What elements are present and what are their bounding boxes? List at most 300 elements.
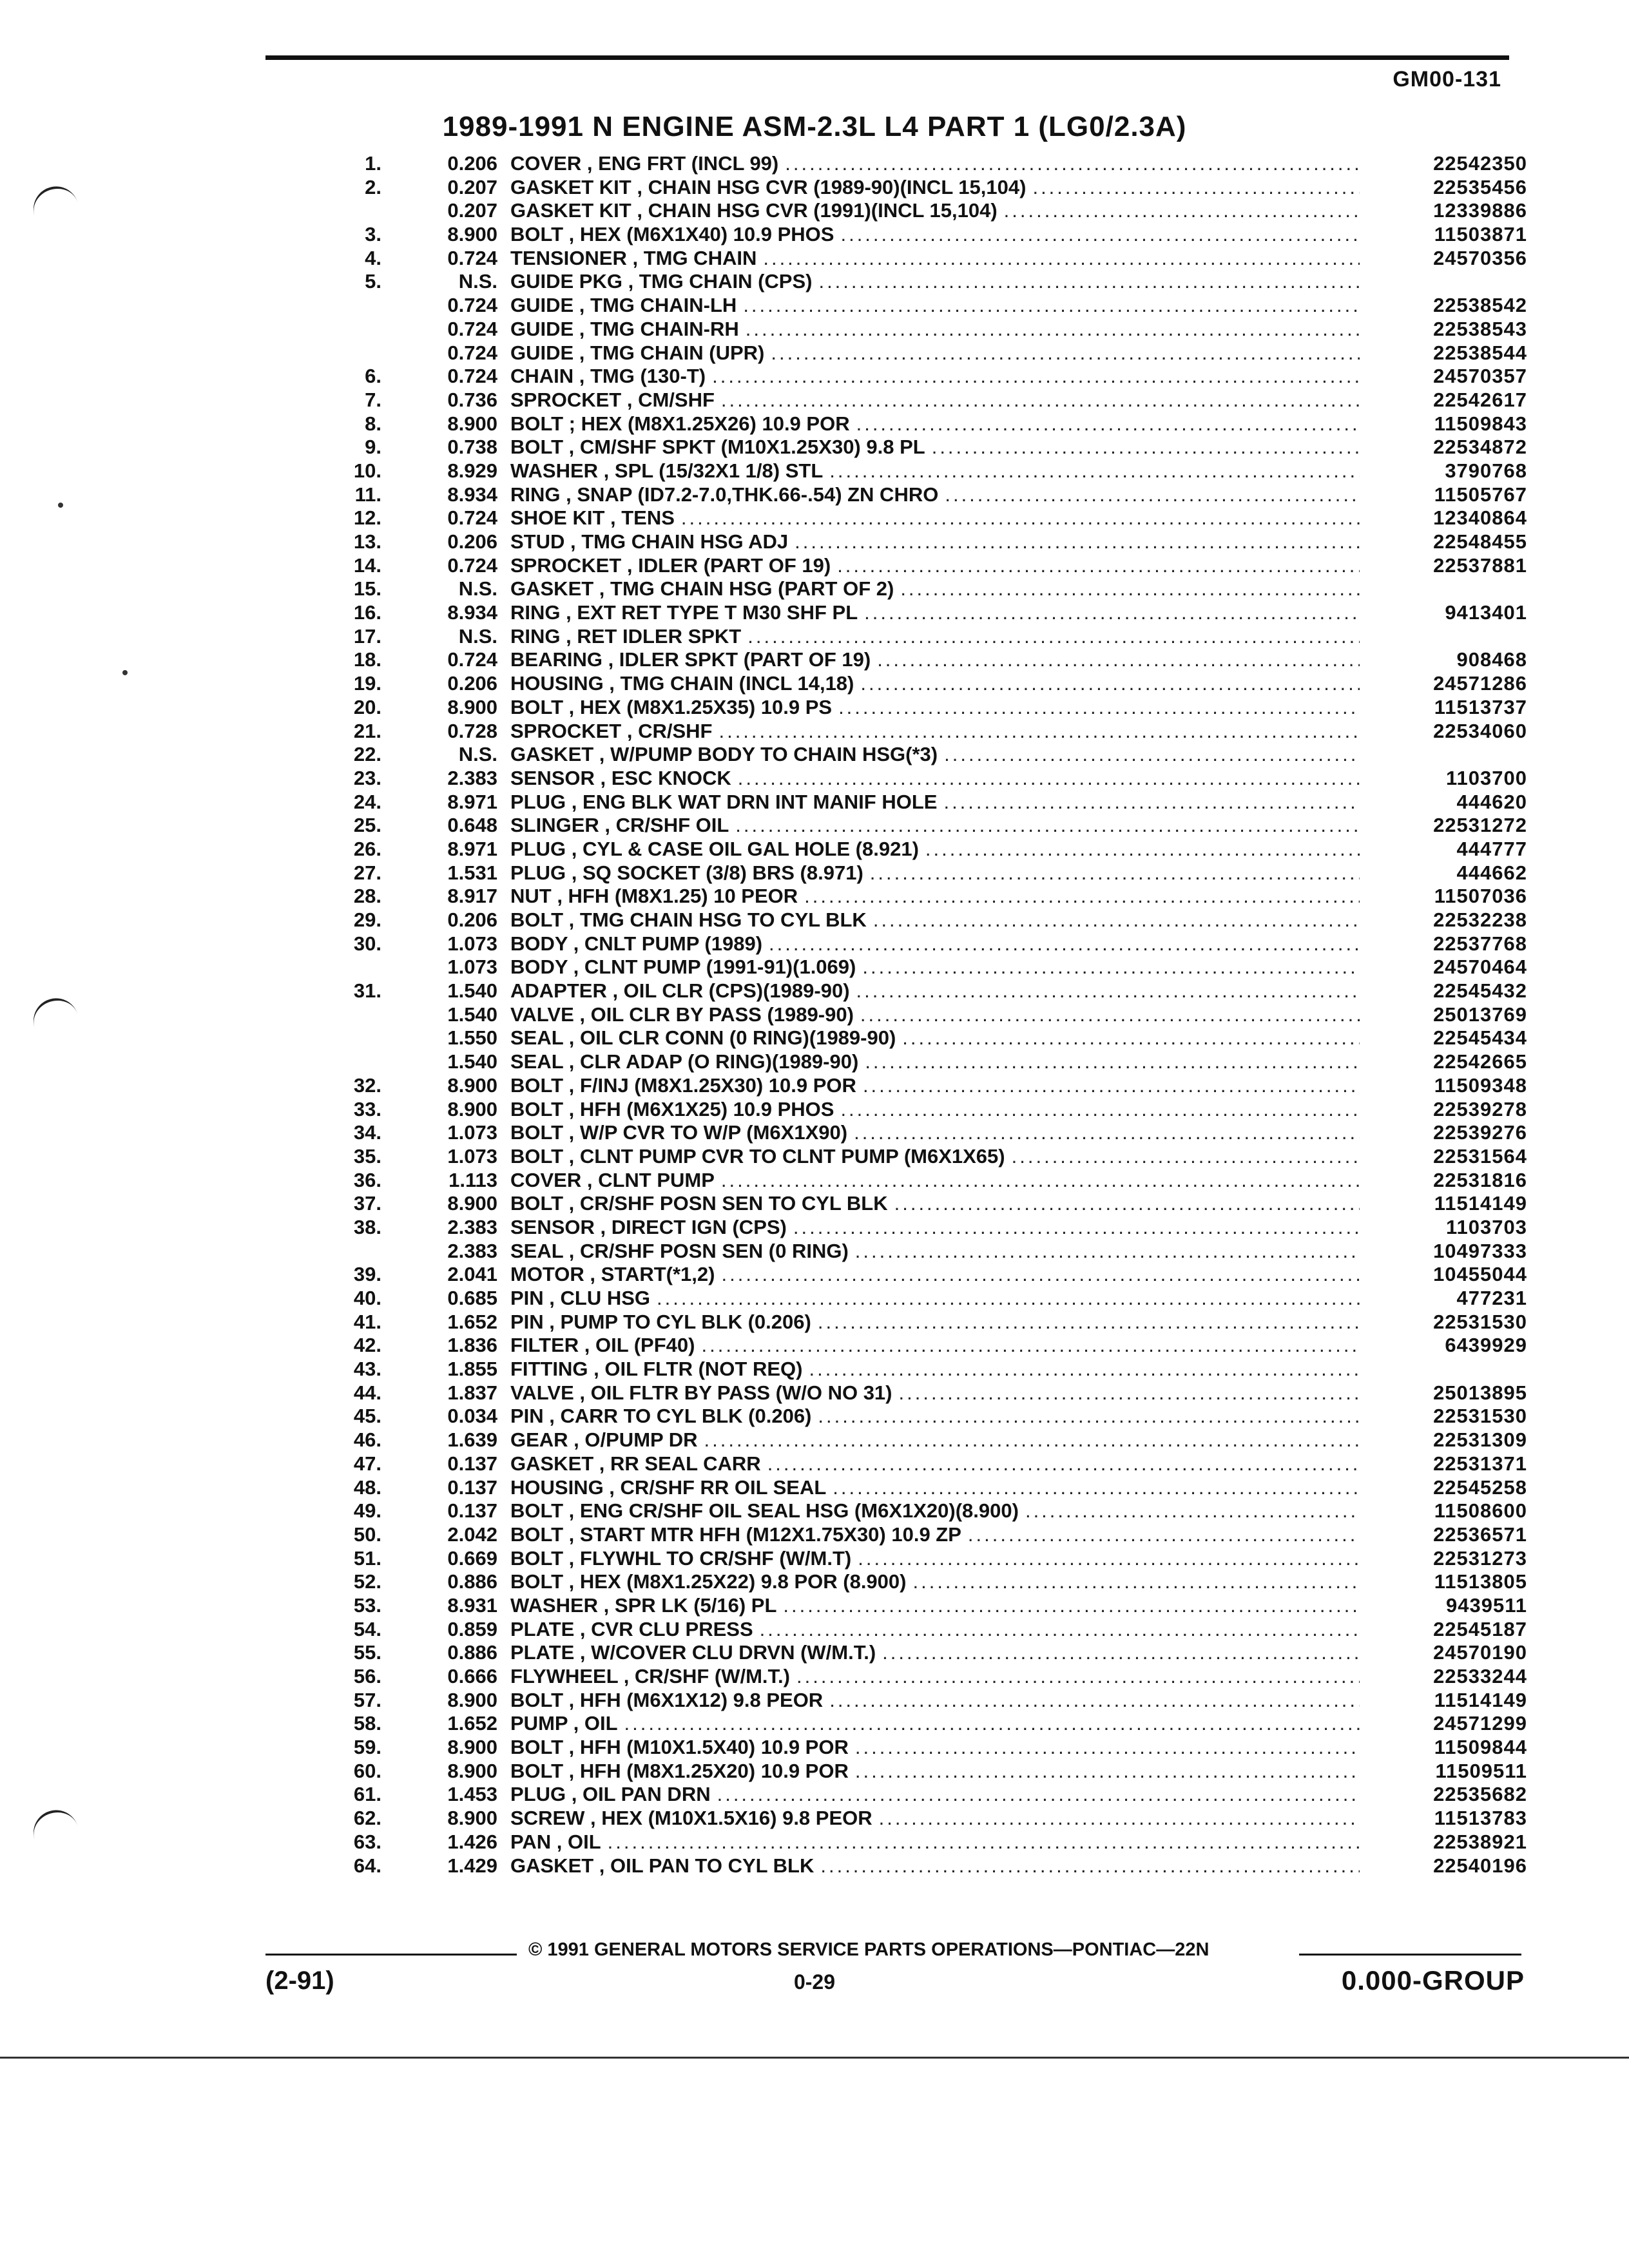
item-number: 47. (353, 1452, 381, 1475)
leader-dots (847, 1121, 1360, 1145)
leader-dots (715, 1169, 1360, 1193)
item-number: 26. (353, 837, 381, 860)
group-number: 2.383 (447, 1239, 497, 1262)
item-number: 17. (353, 624, 381, 648)
part-description: BOLT , W/P CVR TO W/P (M6X1X90) (510, 1121, 848, 1144)
part-description: PLUG , SQ SOCKET (3/8) BRS (8.971) (510, 861, 863, 884)
group-number: 8.900 (447, 223, 497, 246)
description-cell (510, 294, 1360, 318)
part-number: 11513805 (1434, 1570, 1527, 1593)
leader-dots (787, 1216, 1360, 1240)
item-number: 46. (353, 1428, 381, 1452)
description-cell (510, 1476, 1360, 1500)
description-cell (510, 1760, 1360, 1783)
table-row (342, 1854, 1527, 1878)
group-number: 0.206 (447, 152, 497, 175)
group-number: 0.207 (447, 199, 497, 222)
leader-dots (812, 270, 1360, 294)
leader-dots (761, 1452, 1360, 1476)
item-number: 64. (353, 1854, 381, 1877)
description-cell (510, 1216, 1360, 1240)
part-number: 11505767 (1434, 483, 1527, 506)
table-row (342, 1641, 1527, 1665)
part-number: 24570464 (1433, 956, 1527, 979)
group-number: N.S. (458, 624, 497, 648)
group-number: 0.207 (447, 175, 497, 198)
table-row (342, 1499, 1527, 1523)
group-number: 8.900 (447, 1192, 497, 1215)
table-row (342, 1074, 1527, 1098)
part-number: 10455044 (1433, 1263, 1527, 1286)
description-cell (510, 1428, 1360, 1452)
table-row (342, 814, 1527, 838)
leader-dots (1026, 176, 1360, 200)
part-number: 1103700 (1446, 766, 1527, 789)
part-description: SCREW , HEX (M10X1.5X16) 9.8 PEOR (510, 1807, 872, 1830)
part-number: 12340864 (1433, 506, 1527, 530)
item-number: 28. (353, 885, 381, 908)
part-description: PLUG , CYL & CASE OIL GAL HOLE (8.921) (510, 837, 919, 860)
description-cell (510, 1287, 1360, 1311)
table-row (342, 554, 1527, 578)
group-number: 1.639 (447, 1428, 497, 1452)
description-cell (510, 601, 1360, 625)
part-description: BOLT , HFH (M10X1.5X40) 10.9 POR (510, 1736, 849, 1759)
leader-dots (854, 672, 1360, 696)
part-number: 11514149 (1434, 1192, 1527, 1215)
description-cell (510, 791, 1360, 814)
part-description: BOLT , CR/SHF POSN SEN TO CYL BLK (510, 1192, 888, 1215)
group-number: 1.531 (447, 861, 497, 884)
part-number: 9413401 (1445, 601, 1527, 624)
leader-dots (737, 294, 1360, 318)
part-number: 22531530 (1433, 1310, 1527, 1333)
item-number: 20. (353, 695, 381, 718)
part-description: BOLT , START MTR HFH (M12X1.75X30) 10.9 ZP (510, 1523, 961, 1546)
description-cell (510, 506, 1360, 530)
part-description: FITTING , OIL FLTR (NOT REQ) (510, 1358, 803, 1381)
leader-dots (850, 412, 1360, 436)
group-number: 8.900 (447, 1073, 497, 1097)
leader-dots (762, 932, 1360, 956)
group-number: 1.836 (447, 1334, 497, 1357)
leader-dots (858, 601, 1360, 625)
leader-dots (871, 648, 1360, 672)
table-row (342, 318, 1527, 341)
group-number: 0.859 (447, 1617, 497, 1640)
group-number: 0.724 (447, 365, 497, 388)
group-number: 8.900 (447, 1688, 497, 1711)
group-number: 0.666 (447, 1665, 497, 1687)
part-number: 22536571 (1433, 1523, 1527, 1546)
description-cell (510, 979, 1360, 1003)
leader-dots (863, 861, 1360, 885)
group-number: 2.042 (447, 1523, 497, 1546)
part-description: BOLT , ENG CR/SHF OIL SEAL HSG (M6X1X20)(8.900) (510, 1499, 1019, 1523)
table-row (342, 1263, 1527, 1287)
group-number: 0.724 (447, 506, 497, 530)
table-row (342, 1121, 1527, 1145)
description-cell (510, 743, 1360, 767)
item-number: 55. (353, 1641, 381, 1664)
table-row (342, 743, 1527, 767)
item-number: 23. (353, 766, 381, 789)
footer-rule-right (1299, 1954, 1521, 1956)
table-row (342, 1405, 1527, 1428)
item-number: 27. (353, 861, 381, 884)
group-number: 0.738 (447, 436, 497, 459)
group-number: 0.736 (447, 388, 497, 411)
description-cell (510, 1098, 1360, 1122)
leader-dots (814, 1854, 1360, 1878)
part-number: 24570190 (1433, 1641, 1527, 1664)
leader-dots (823, 459, 1360, 483)
document-id: GM00-131 (1393, 67, 1501, 91)
table-row (342, 577, 1527, 601)
leader-dots (938, 743, 1360, 767)
item-number: 60. (353, 1759, 381, 1782)
part-number: 22531371 (1433, 1452, 1527, 1475)
leader-dots (858, 1050, 1360, 1074)
part-number: 11509844 (1434, 1736, 1527, 1759)
leader-dots (896, 1026, 1360, 1050)
group-number: 0.724 (447, 341, 497, 364)
item-number: 38. (353, 1215, 381, 1238)
table-row (342, 979, 1527, 1003)
item-number: 13. (353, 530, 381, 553)
description-cell (510, 483, 1360, 507)
group-number: 1.073 (447, 1121, 497, 1144)
description-cell (510, 648, 1360, 672)
leader-dots (798, 885, 1360, 908)
group-number: 8.900 (447, 412, 497, 435)
group-number: 1.073 (447, 956, 497, 979)
part-description: SPROCKET , CM/SHF (510, 388, 715, 411)
part-number: 22548455 (1433, 530, 1527, 553)
part-description: BOLT , FLYWHL TO CR/SHF (W/M.T) (510, 1546, 852, 1570)
item-number: 45. (353, 1405, 381, 1428)
table-row (342, 365, 1527, 389)
part-description: GUIDE , TMG CHAIN (UPR) (510, 341, 765, 364)
description-cell (510, 1358, 1360, 1381)
part-description: HOUSING , TMG CHAIN (INCL 14,18) (510, 672, 854, 695)
part-description: GASKET , W/PUMP BODY TO CHAIN HSG(*3) (510, 743, 938, 766)
item-number: 50. (353, 1523, 381, 1546)
table-row (342, 956, 1527, 979)
description-cell (510, 1594, 1360, 1618)
group-number: 0.724 (447, 553, 497, 577)
description-cell (510, 1854, 1360, 1878)
part-number: 11507036 (1434, 885, 1527, 908)
part-description: SEAL , OIL CLR CONN (0 RING)(1989-90) (510, 1026, 896, 1050)
leader-dots (834, 223, 1360, 247)
group-number: 0.724 (447, 246, 497, 269)
table-row (342, 1026, 1527, 1050)
table-row (342, 1807, 1527, 1831)
leader-dots (729, 814, 1360, 838)
table-row (342, 436, 1527, 459)
group-number: 1.540 (447, 979, 497, 1003)
group-number: 0.206 (447, 908, 497, 931)
group-number: 1.073 (447, 932, 497, 955)
group-number: 1.429 (447, 1854, 497, 1877)
table-row (342, 1523, 1527, 1547)
description-cell (510, 199, 1360, 223)
leader-dots (826, 1476, 1360, 1500)
description-cell (510, 696, 1360, 720)
part-description: FILTER , OIL (PF40) (510, 1334, 695, 1357)
part-number: 6439929 (1445, 1334, 1527, 1357)
group-number: 0.669 (447, 1546, 497, 1570)
description-cell (510, 1547, 1360, 1571)
description-cell (510, 625, 1360, 649)
leader-dots (823, 1689, 1360, 1713)
part-number: 11514149 (1434, 1688, 1527, 1711)
part-number: 22542665 (1433, 1050, 1527, 1073)
item-number: 16. (353, 601, 381, 624)
item-number: 33. (353, 1097, 381, 1120)
leader-dots (937, 791, 1360, 814)
part-number: 11509843 (1434, 412, 1527, 435)
leader-dots (849, 1760, 1360, 1783)
leader-dots (764, 341, 1360, 365)
part-description: PIN , PUMP TO CYL BLK (0.206) (510, 1310, 811, 1333)
description-cell (510, 436, 1360, 459)
description-cell (510, 1381, 1360, 1405)
leader-dots (741, 625, 1360, 649)
item-number: 3. (365, 223, 381, 246)
leader-dots (778, 152, 1360, 176)
part-description: WASHER , SPL (15/32X1 1/8) STL (510, 459, 824, 482)
description-cell (510, 1689, 1360, 1713)
part-number: 22545432 (1433, 979, 1527, 1003)
part-number: 22542350 (1433, 152, 1527, 175)
leader-dots (867, 908, 1360, 932)
table-row (342, 1216, 1527, 1240)
group-number: 0.724 (447, 648, 497, 671)
group-number: 8.931 (447, 1593, 497, 1617)
part-number: 10497333 (1433, 1239, 1527, 1262)
table-row (342, 861, 1527, 885)
part-description: CHAIN , TMG (130-T) (510, 365, 706, 388)
description-cell (510, 1736, 1360, 1760)
part-description: HOUSING , CR/SHF RR OIL SEAL (510, 1475, 827, 1499)
leader-dots (811, 1311, 1360, 1334)
part-description: COVER , ENG FRT (INCL 99) (510, 152, 779, 175)
part-description: BOLT , HFH (M6X1X25) 10.9 PHOS (510, 1097, 834, 1120)
description-cell (510, 1665, 1360, 1689)
part-description: GASKET , OIL PAN TO CYL BLK (510, 1854, 815, 1877)
part-description: NUT , HFH (M8X1.25) 10 PEOR (510, 885, 798, 908)
leader-dots (675, 506, 1360, 530)
part-description: PUMP , OIL (510, 1712, 618, 1735)
leader-dots (650, 1287, 1360, 1311)
part-description: BOLT , F/INJ (M8X1.25X30) 10.9 POR (510, 1073, 856, 1097)
item-number: 10. (353, 459, 381, 482)
part-number: 11503871 (1434, 223, 1527, 246)
part-number: 11513783 (1434, 1807, 1527, 1830)
group-number: 8.934 (447, 483, 497, 506)
group-number: 0.886 (447, 1570, 497, 1593)
table-row (342, 1358, 1527, 1381)
leader-dots (706, 365, 1360, 389)
item-number: 51. (353, 1546, 381, 1570)
group-number: 1.652 (447, 1310, 497, 1333)
table-row (342, 1831, 1527, 1854)
table-row (342, 932, 1527, 956)
leader-dots (856, 956, 1360, 979)
description-cell (510, 1712, 1360, 1736)
description-cell (510, 1831, 1360, 1854)
item-number: 42. (353, 1334, 381, 1357)
description-cell (510, 1050, 1360, 1074)
revision-date: (2-91) (265, 1966, 334, 1995)
table-row (342, 1476, 1527, 1500)
item-number: 12. (353, 506, 381, 530)
leader-dots (849, 1240, 1360, 1264)
table-row (342, 1311, 1527, 1334)
table-row (342, 506, 1527, 530)
description-cell (510, 341, 1360, 365)
leader-dots (894, 577, 1360, 601)
item-number: 14. (353, 553, 381, 577)
leader-dots (919, 838, 1360, 861)
group-number: 8.971 (447, 790, 497, 813)
description-cell (510, 459, 1360, 483)
group-number: N.S. (458, 270, 497, 293)
leader-dots (698, 1428, 1360, 1452)
part-number: 11509511 (1435, 1759, 1527, 1782)
part-number: 22532238 (1433, 908, 1527, 931)
part-number: 22538542 (1433, 294, 1527, 317)
leader-dots (851, 1547, 1360, 1571)
table-row (342, 1570, 1527, 1594)
leader-dots (776, 1594, 1360, 1618)
part-number: 24570356 (1433, 246, 1527, 269)
table-row (342, 1665, 1527, 1689)
part-description: BOLT , HEX (M8X1.25X22) 9.8 POR (8.900) (510, 1570, 907, 1593)
scan-speck (58, 503, 63, 508)
part-description: STUD , TMG CHAIN HSG ADJ (510, 530, 789, 553)
leader-dots (739, 318, 1360, 341)
part-number: 11509348 (1434, 1073, 1527, 1097)
leader-dots (856, 1074, 1360, 1098)
description-cell (510, 152, 1360, 176)
part-description: GUIDE PKG , TMG CHAIN (CPS) (510, 270, 813, 293)
description-cell (510, 389, 1360, 412)
table-row (342, 412, 1527, 436)
description-cell (510, 1334, 1360, 1358)
leader-dots (618, 1712, 1360, 1736)
group-number: 8.934 (447, 601, 497, 624)
item-number: 54. (353, 1617, 381, 1640)
part-description: RING , SNAP (ID7.2-7.0,THK.66-.54) ZN CHRO (510, 483, 939, 506)
item-number: 52. (353, 1570, 381, 1593)
page-title: 1989-1991 N ENGINE ASM-2.3L L4 PART 1 (LG0/2.3A) (442, 111, 1187, 142)
leader-dots (834, 1098, 1360, 1122)
table-row (342, 199, 1527, 223)
part-description: SPROCKET , IDLER (PART OF 19) (510, 553, 831, 577)
part-number: 22540196 (1433, 1854, 1527, 1877)
table-row (342, 1003, 1527, 1027)
part-number: 22538543 (1433, 317, 1527, 340)
part-description: MOTOR , START(*1,2) (510, 1263, 715, 1286)
description-cell (510, 1807, 1360, 1831)
table-row (342, 1098, 1527, 1122)
part-number: 22533244 (1433, 1665, 1527, 1687)
part-description: GASKET KIT , CHAIN HSG CVR (1991)(INCL 15,104) (510, 199, 998, 222)
description-cell (510, 861, 1360, 885)
page-bottom-rule (0, 2057, 1629, 2059)
description-cell (510, 1003, 1360, 1027)
table-row (342, 720, 1527, 744)
leader-dots (850, 979, 1360, 1003)
leader-dots (715, 1263, 1360, 1287)
group-number: 0.206 (447, 672, 497, 695)
leader-dots (938, 483, 1360, 507)
item-number: 2. (365, 175, 381, 198)
item-number: 49. (353, 1499, 381, 1523)
leader-dots (601, 1831, 1360, 1854)
leader-dots (811, 1405, 1360, 1428)
leader-dots (906, 1570, 1360, 1594)
description-cell (510, 814, 1360, 838)
part-description: GASKET , RR SEAL CARR (510, 1452, 761, 1475)
description-cell (510, 1121, 1360, 1145)
group-number: 0.724 (447, 317, 497, 340)
part-description: RING , RET IDLER SPKT (510, 624, 742, 648)
part-number: 11513737 (1434, 695, 1527, 718)
group-number: 8.900 (447, 1736, 497, 1759)
description-cell (510, 956, 1360, 979)
footer-rule-left (265, 1954, 517, 1956)
part-description: GASKET , TMG CHAIN HSG (PART OF 2) (510, 577, 894, 601)
part-number: 3790768 (1445, 459, 1527, 482)
part-description: PIN , CLU HSG (510, 1287, 651, 1309)
description-cell (510, 932, 1360, 956)
table-row (342, 1594, 1527, 1618)
item-number: 29. (353, 908, 381, 931)
part-description: BOLT , CM/SHF SPKT (M10X1.25X30) 9.8 PL (510, 436, 925, 459)
part-number: 22535456 (1433, 175, 1527, 198)
part-number: 12339886 (1433, 199, 1527, 222)
part-number: 22538544 (1433, 341, 1527, 364)
table-row (342, 223, 1527, 247)
leader-dots (788, 530, 1360, 554)
group-number: 8.929 (447, 459, 497, 482)
part-description: BEARING , IDLER SPKT (PART OF 19) (510, 648, 871, 671)
group-number: 1.652 (447, 1712, 497, 1735)
leader-dots (872, 1807, 1360, 1831)
item-number: 31. (353, 979, 381, 1003)
group-number: 2.041 (447, 1263, 497, 1286)
description-cell (510, 1145, 1360, 1169)
table-row (342, 838, 1527, 861)
leader-dots (854, 1003, 1360, 1027)
part-description: PLUG , ENG BLK WAT DRN INT MANIF HOLE (510, 790, 938, 813)
table-row (342, 270, 1527, 294)
part-description: RING , EXT RET TYPE T M30 SHF PL (510, 601, 858, 624)
group-number: 1.837 (447, 1381, 497, 1404)
part-description: BOLT , HFH (M6X1X12) 9.8 PEOR (510, 1688, 824, 1711)
description-cell (510, 908, 1360, 932)
item-number: 5. (365, 270, 381, 293)
part-number: 22545258 (1433, 1475, 1527, 1499)
description-cell (510, 767, 1360, 791)
item-number: 24. (353, 790, 381, 813)
part-number: 908468 (1456, 648, 1527, 671)
part-description: SPROCKET , CR/SHF (510, 719, 713, 742)
